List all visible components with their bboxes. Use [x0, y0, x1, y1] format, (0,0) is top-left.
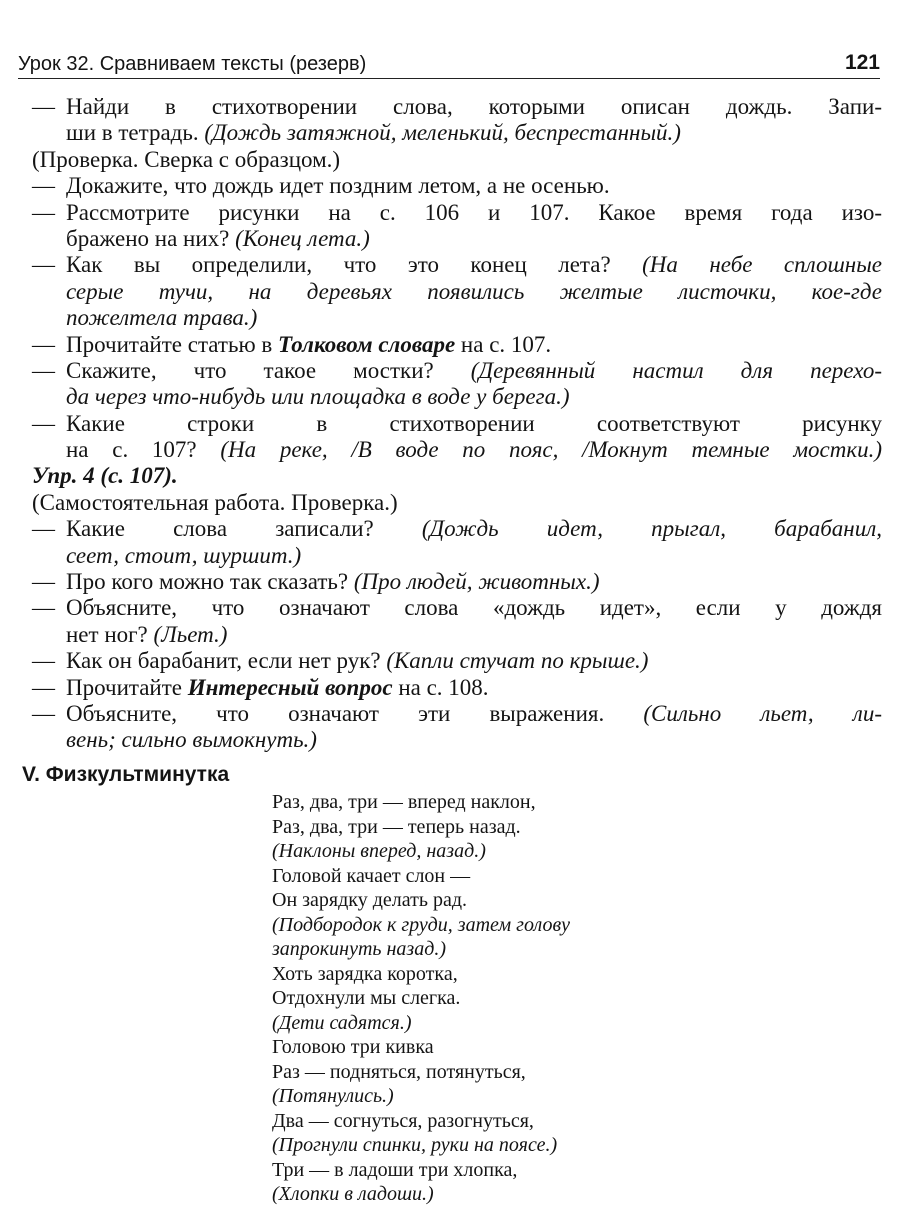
page-number: 121: [844, 51, 880, 74]
poem-line: (Потянулись.): [272, 1085, 394, 1107]
text-line: — Найди в стихотворении слова, которыми описан дождь. Запи-: [32, 94, 882, 119]
poem-line: Три — в ладоши три хлопка,: [272, 1158, 518, 1181]
exercise-poem: [272, 790, 570, 1207]
text-line: да через что-нибудь или площадка в воде у берега.): [66, 384, 570, 410]
poem-line: (Дети садятся.): [272, 1011, 412, 1034]
text-line: — Рассмотрите рисунки на с. 106 и 107. Какое время года изо-: [32, 199, 882, 225]
text-line: — Скажите, что такое мостки? (Деревянный настил для перехо-: [32, 357, 883, 383]
section-heading: V. Физкультминутка: [22, 763, 230, 786]
header-title: Урок 32. Сравниваем тексты (резерв): [18, 53, 367, 75]
poem-line: Два — согнуться, разогнуться,: [272, 1109, 534, 1132]
poem-line: Раз — подняться, потянуться,: [272, 1060, 526, 1083]
text-line: — Какие строки в стихотворении соответствуют рисунку: [32, 410, 882, 436]
text-line: — Какие слова записали? (Дождь идет, прыгал, барабанил,: [32, 516, 882, 542]
text-line: ши в тетрадь. (Дождь затяжной, меленький, беспрестанный.): [66, 120, 681, 146]
running-header: [18, 52, 880, 79]
poem-line: (Хлопки в ладоши.): [272, 1183, 434, 1205]
poem-line: Раз, два, три — вперед наклон,: [272, 791, 536, 813]
text-line: — Докажите, что дождь идет поздним летом, а не осенью.: [32, 173, 610, 199]
text-line: на с. 107? (На реке, /В воде по пояс, /Мокнут темные мостки.): [66, 437, 882, 463]
text-line: — Как вы определили, что это конец лета? (На небе сплошные: [32, 252, 883, 278]
text-line: — Прочитайте Интересный вопрос на с. 108.: [32, 674, 489, 700]
text-line: — Объясните, что означают эти выражения. (Сильно льет, ли-: [32, 700, 882, 726]
exercise-heading: Упр. 4 (с. 107).: [32, 463, 178, 489]
text-line: серые тучи, на деревьях появились желтые листочки, кое-где: [66, 278, 882, 304]
text-line: сеет, стоит, шуршит.): [66, 542, 302, 568]
poem-line: (Наклоны вперед, назад.): [272, 840, 486, 862]
poem-line: Головой качает слон —: [272, 864, 471, 887]
poem-line: Головою три кивка: [272, 1036, 434, 1058]
text-line: (Проверка. Сверка с образцом.): [32, 146, 341, 172]
text-line: вень; сильно вымокнуть.): [66, 727, 317, 753]
poem-line: Он зарядку делать рад.: [272, 889, 468, 911]
poem-line: запрокинуть назад.): [272, 938, 447, 960]
text-line: пожелтела трава.): [66, 305, 258, 331]
poem-line: (Прогнули спинки, руки на поясе.): [272, 1134, 558, 1156]
text-line: — Прочитайте статью в Толковом словаре на с. 107.: [32, 331, 552, 357]
poem-line: Раз, два, три — теперь назад.: [272, 815, 521, 838]
text-line: — Про кого можно так сказать? (Про людей, животных.): [32, 569, 600, 595]
lesson-text: [32, 94, 883, 754]
poem-line: (Подбородок к груди, затем голову: [272, 913, 571, 936]
poem-line: Отдохнули мы слегка.: [272, 987, 461, 1009]
text-line: (Самостоятельная работа. Проверка.): [32, 489, 398, 515]
text-line: — Объясните, что означают слова «дождь идет», если у дождя: [32, 595, 882, 621]
text-line: нет ног? (Льет.): [66, 621, 228, 647]
text-line: бражено на них? (Конец лета.): [66, 225, 370, 251]
text-line: — Как он барабанит, если нет рук? (Капли стучат по крыше.): [32, 648, 649, 674]
poem-line: Хоть зарядка коротка,: [272, 962, 458, 985]
